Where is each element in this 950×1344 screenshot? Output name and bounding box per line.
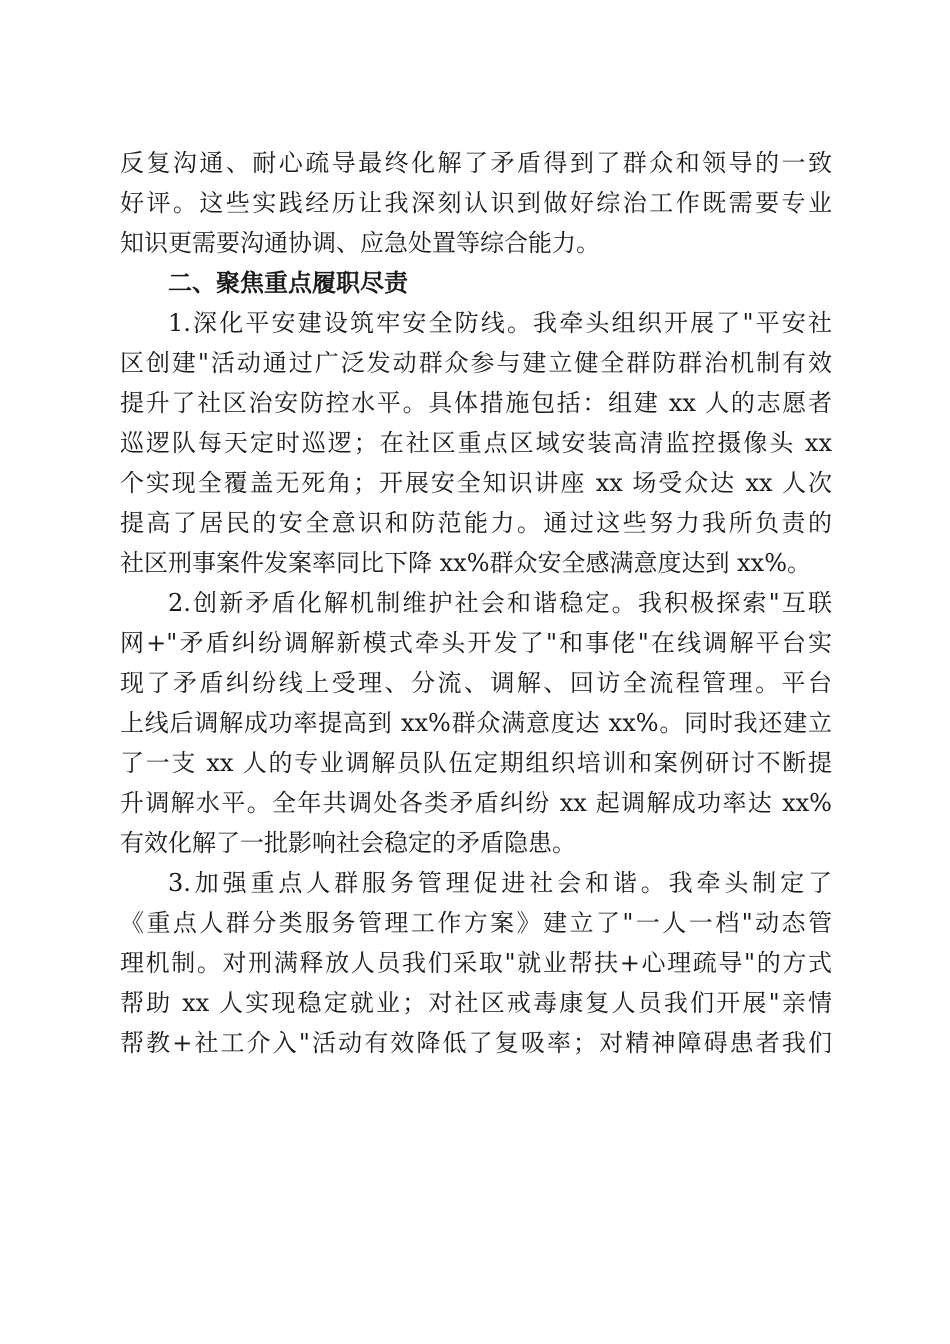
text-line: 巡逻队每天定时巡逻；在社区重点区域安装高清监控摄像头 xx — [120, 429, 832, 457]
text-line: 社区刑事案件发案率同比下降 xx%群众安全感满意度达到 xx%。 — [120, 549, 812, 577]
text-line: 现了矛盾纠纷线上受理、分流、调解、回访全流程管理。平台 — [120, 669, 832, 697]
text-line: 好评。这些实践经历让我深刻认识到做好综治工作既需要专业 — [120, 189, 832, 217]
paragraph-first-line: 2.创新矛盾化解机制维护社会和谐稳定。我积极探索"互联 — [168, 589, 832, 617]
text-line: 有效化解了一批影响社会稳定的矛盾隐患。 — [120, 829, 576, 857]
paragraph-first-line: 3.加强重点人群服务管理促进社会和谐。我牵头制定了 — [168, 869, 832, 897]
document-body — [120, 143, 832, 1063]
text-line: 帮助 xx 人实现稳定就业；对社区戒毒康复人员我们开展"亲情 — [120, 989, 832, 1017]
text-line: 《重点人群分类服务管理工作方案》建立了"一人一档"动态管 — [120, 909, 832, 937]
text-line: 升调解水平。全年共调处各类矛盾纠纷 xx 起调解成功率达 xx% — [120, 789, 832, 817]
text-line: 上线后调解成功率提高到 xx%群众满意度达 xx%。同时我还建立 — [120, 709, 832, 737]
text-line: 区创建"活动通过广泛发动群众参与建立健全群防群治机制有效 — [120, 349, 832, 377]
text-line: 理机制。对刑满释放人员我们采取"就业帮扶+心理疏导"的方式 — [120, 949, 832, 977]
text-line: 了一支 xx 人的专业调解员队伍定期组织培训和案例研讨不断提 — [120, 749, 832, 777]
text-line: 知识更需要沟通协调、应急处置等综合能力。 — [120, 229, 600, 257]
text-line: 提升了社区治安防控水平。具体措施包括：组建 xx 人的志愿者 — [120, 389, 832, 417]
text-line: 反复沟通、耐心疏导最终化解了矛盾得到了群众和领导的一致 — [120, 149, 832, 177]
text-line: 提高了居民的安全意识和防范能力。通过这些努力我所负责的 — [120, 509, 832, 537]
section-heading: 二、聚焦重点履职尽责 — [168, 269, 408, 297]
text-line: 帮教+社工介入"活动有效降低了复吸率；对精神障碍患者我们 — [120, 1029, 832, 1057]
text-line: 个实现全覆盖无死角；开展安全知识讲座 xx 场受众达 xx 人次 — [120, 469, 832, 497]
paragraph-first-line: 1.深化平安建设筑牢安全防线。我牵头组织开展了"平安社 — [168, 309, 832, 337]
text-line: 网+"矛盾纠纷调解新模式牵头开发了"和事佬"在线调解平台实 — [120, 629, 832, 657]
